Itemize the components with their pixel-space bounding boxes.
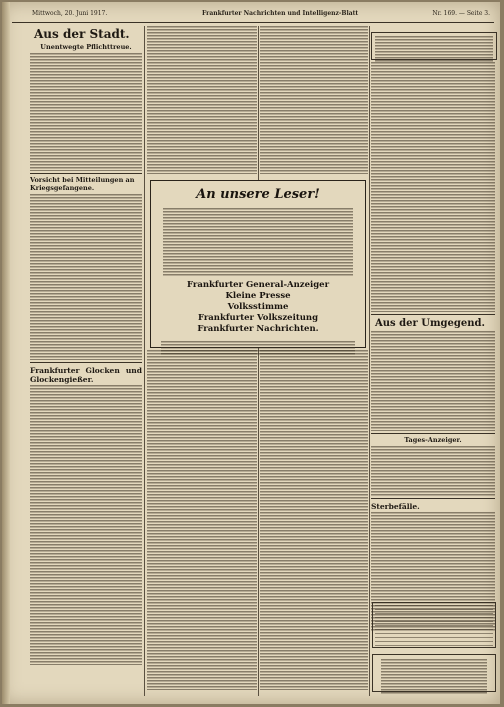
notice-body — [163, 208, 353, 276]
article-body — [147, 350, 257, 690]
header-date: Mittwoch, 20. Juni 1917. — [32, 10, 108, 17]
newspaper-name: Frankfurter Nachrichten. — [197, 324, 319, 334]
article-body — [30, 53, 142, 171]
newspaper-list — [151, 280, 365, 335]
notice-footnote — [161, 341, 355, 355]
article-subhead: Unentwegte Pflichttreue. — [40, 43, 132, 51]
article-body — [260, 26, 368, 174]
header-masthead: Frankfurter Nachrichten und Intelligenz-Blatt — [202, 10, 359, 17]
page-header — [12, 8, 494, 23]
column-2 — [147, 26, 257, 698]
table-title: Tages-Anzeiger. — [404, 436, 462, 444]
newspaper-name: Kleine Presse — [225, 291, 291, 301]
article-body — [30, 194, 142, 360]
article-body — [260, 350, 368, 690]
header-page-number: Nr. 169. — Seite 3. — [432, 10, 490, 17]
column-3 — [260, 26, 368, 698]
article-body — [371, 62, 495, 312]
article-subhead: Vorsicht bei Mitteilungen an Kriegsgefangene. — [30, 176, 135, 192]
newspaper-name: Frankfurter Volkszeitung — [197, 313, 319, 323]
column-rule — [369, 26, 370, 696]
weather-table — [372, 602, 496, 648]
newspaper-page — [2, 2, 500, 704]
column-rule — [258, 26, 259, 696]
imprint-box — [372, 654, 496, 692]
deaths-heading: Sterbefälle. — [371, 502, 420, 511]
article-body — [371, 331, 495, 431]
article-headline: Frankfurter Glocken und Glockengießer. — [30, 366, 142, 384]
section-headline: Aus der Umgegend. — [375, 318, 485, 329]
column-rule — [144, 26, 145, 696]
page-edge — [2, 2, 10, 704]
article-body — [147, 26, 257, 174]
notice-title: An unsere Leser! — [196, 187, 320, 202]
schedule-list — [371, 446, 495, 496]
reader-notice-box — [150, 180, 366, 348]
article-body — [30, 385, 142, 665]
section-headline: Aus der Stadt. — [34, 27, 130, 41]
boxed-notice-frame — [371, 32, 497, 60]
newspaper-name: Volksstimme — [227, 302, 289, 312]
column-1 — [30, 26, 142, 698]
newspaper-name: Frankfurter General-Anzeiger — [186, 280, 330, 290]
column-4 — [371, 26, 495, 698]
